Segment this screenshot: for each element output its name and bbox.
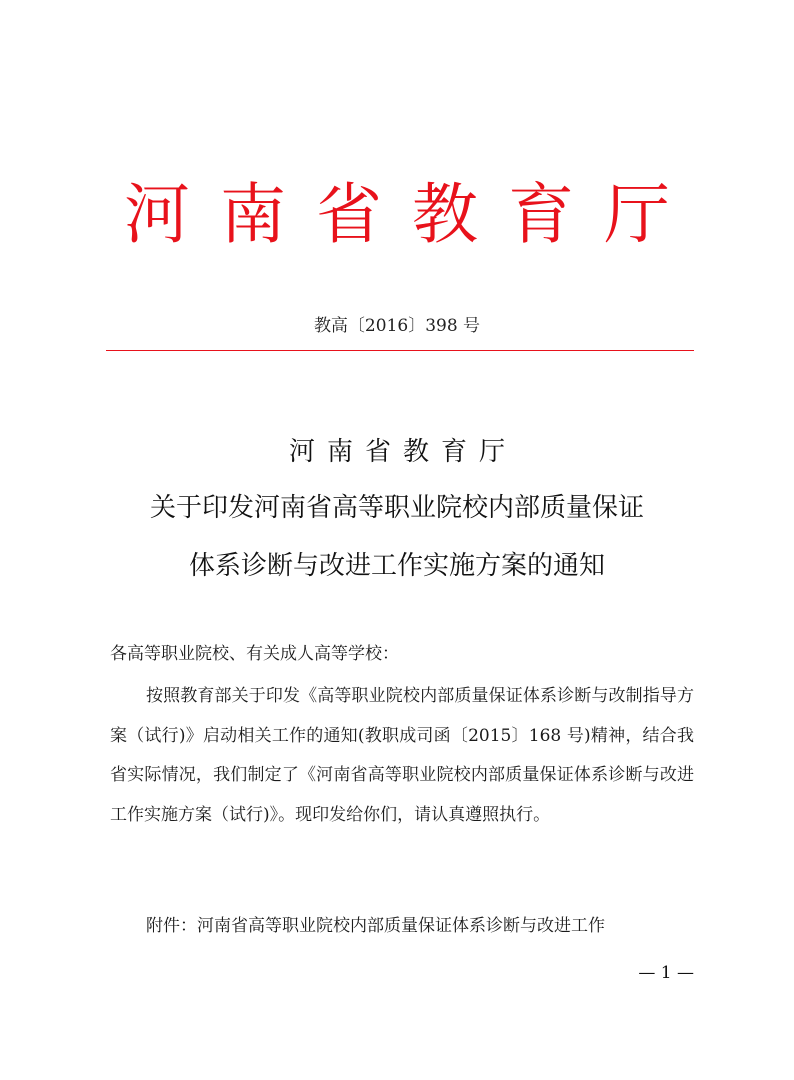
document-number: 教高〔2016〕398 号 <box>313 316 481 336</box>
page-number: — 1 — <box>638 963 694 983</box>
title-line-3: 体系诊断与改进工作实施方案的通知 <box>188 551 605 581</box>
attachment-line: 附件：河南省高等职业院校内部质量保证体系诊断与改进工作 <box>146 916 605 936</box>
title-line-1: 河南省教育厅 <box>288 437 517 467</box>
header-red-rule <box>106 350 694 351</box>
body-paragraph: 按照教育部关于印发《高等职业院校内部质量保证体系诊断与改制指导方案（试行)》启动相关工作的通知(教职成司函〔2015〕168 号)精神，结合我省实际情况，我们制定了《河南省高等职业院校内部质量保证体系诊断与改进工作实施方案（试行)》。现印发给你们，请认真遵照执行。 <box>110 686 694 825</box>
issuer-masthead: 河南省教育厅 <box>124 176 700 253</box>
salutation: 各高等职业院校、有关成人高等学校： <box>110 644 399 664</box>
title-line-2: 关于印发河南省高等职业院校内部质量保证 <box>149 493 644 523</box>
